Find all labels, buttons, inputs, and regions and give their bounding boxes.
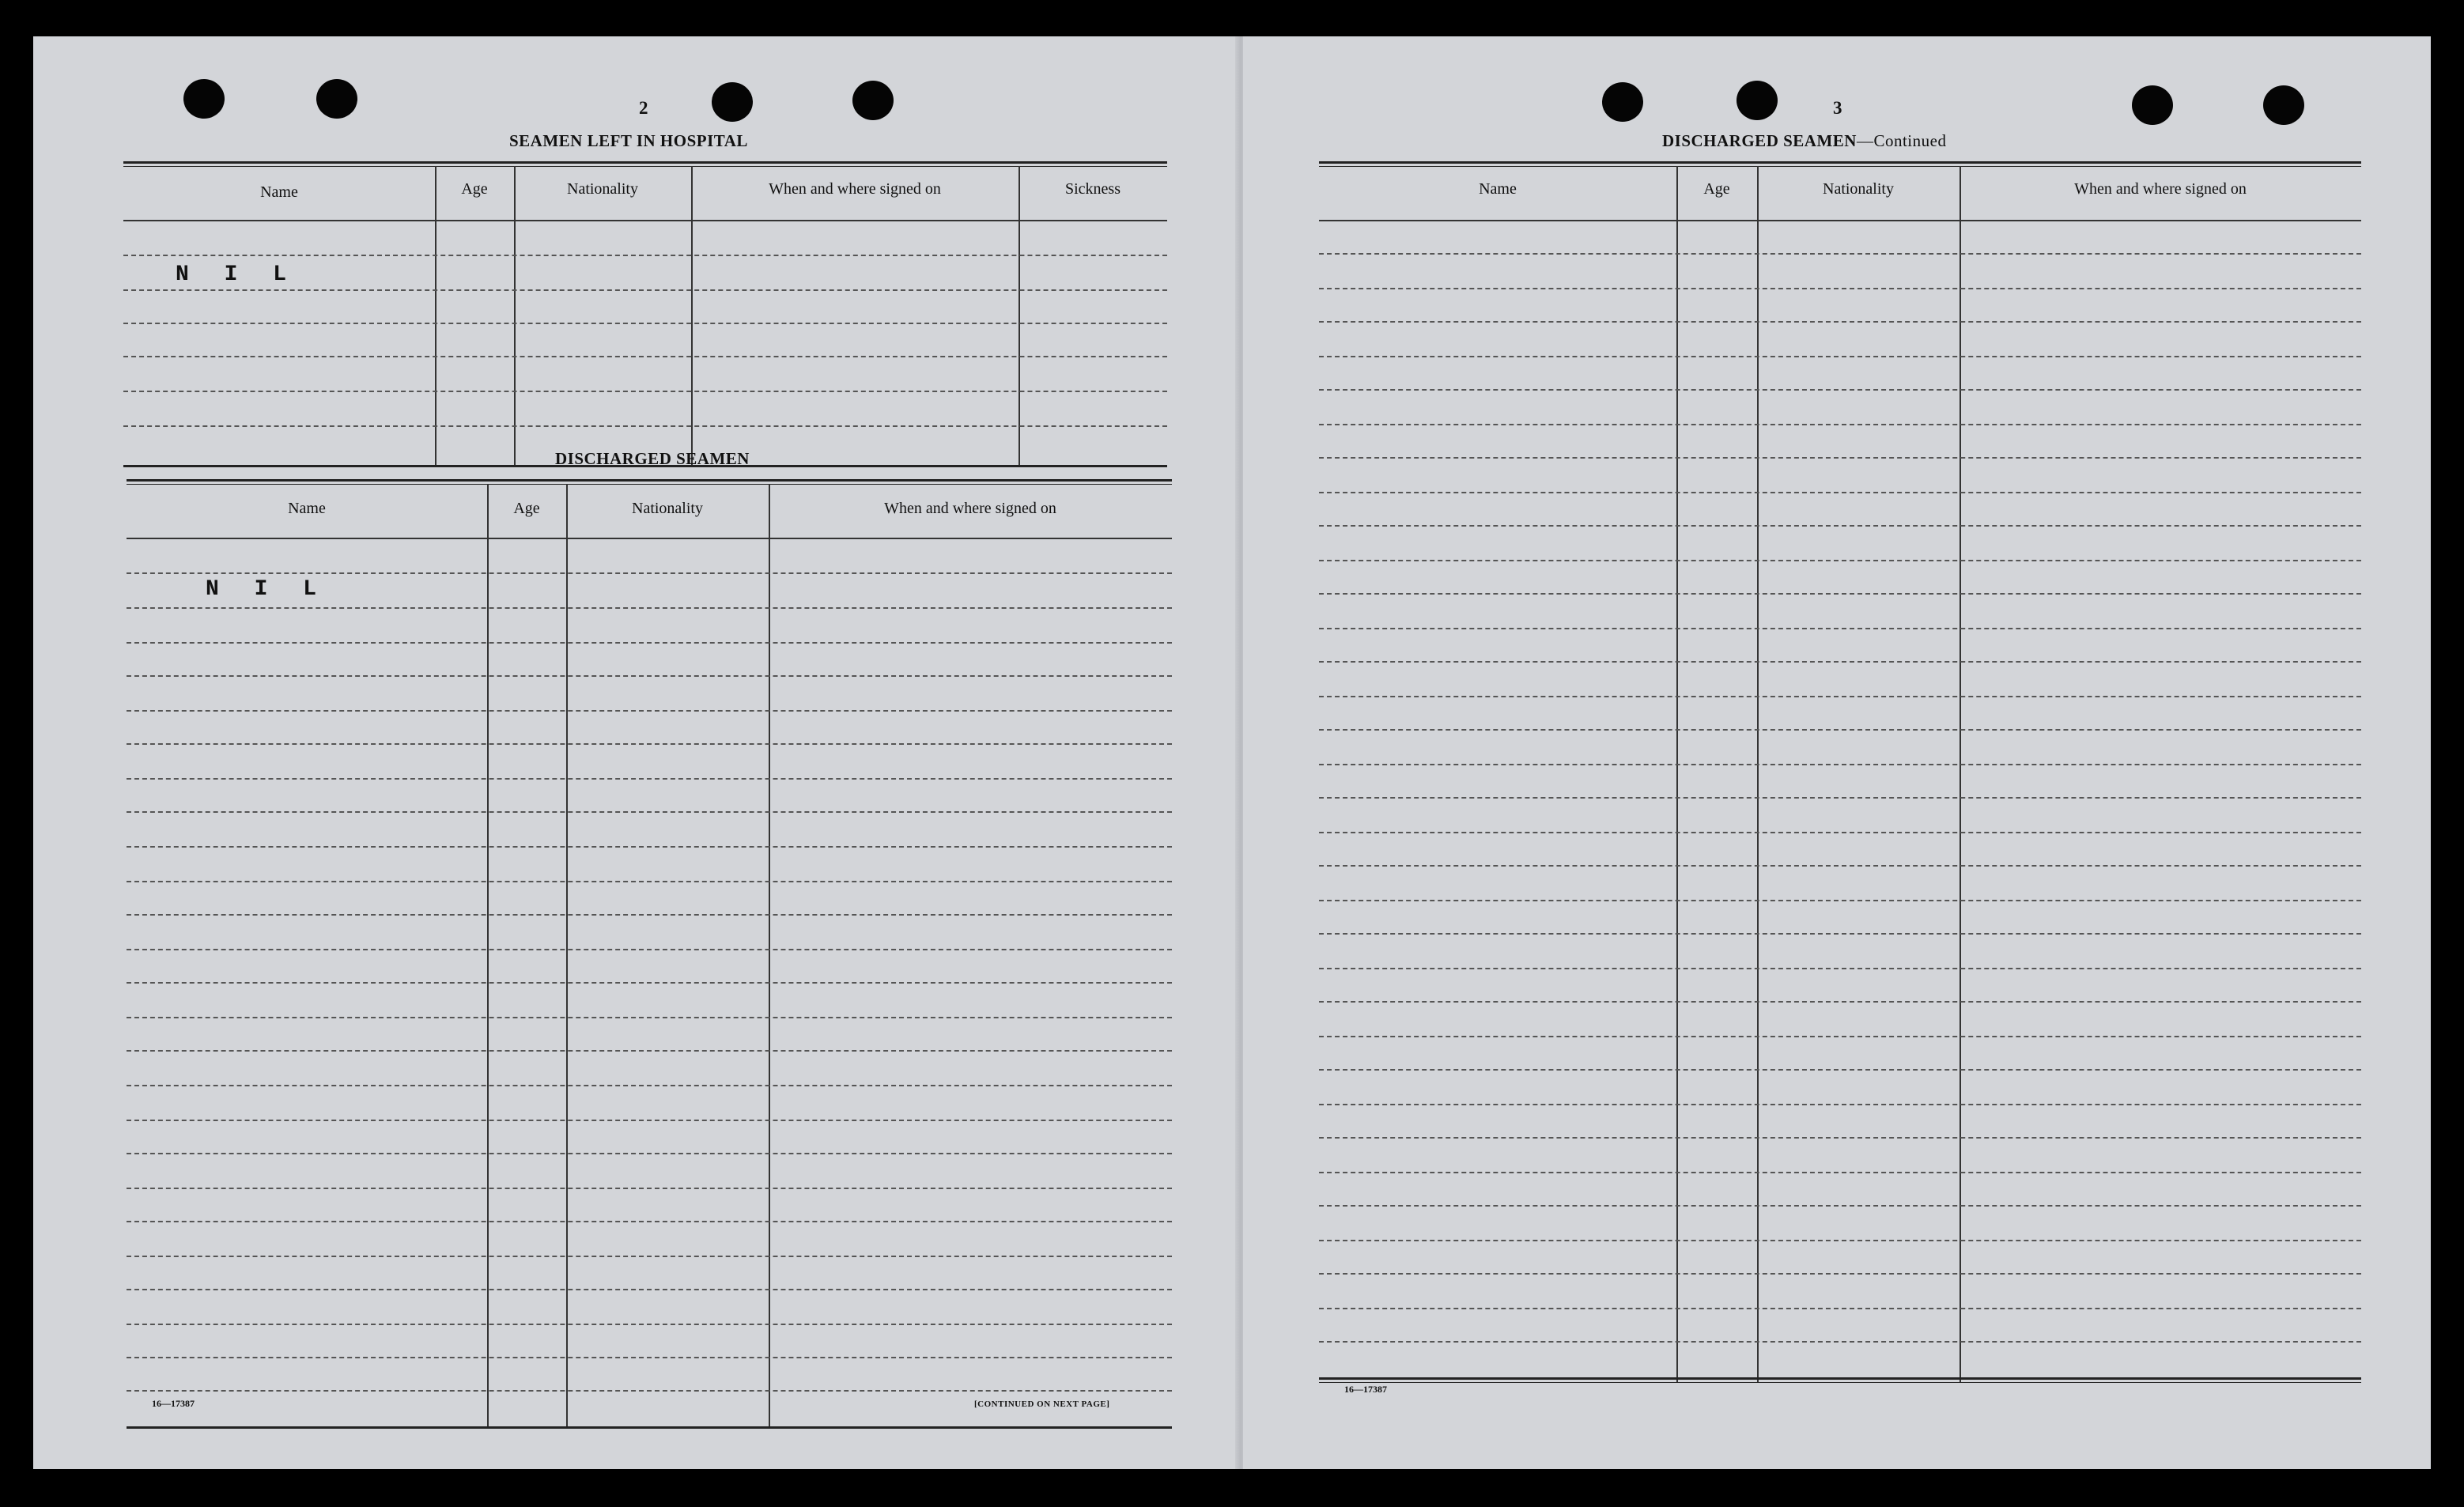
binder-hole (1602, 82, 1643, 122)
discharged-table (127, 479, 1172, 1433)
column-header-signed-on: When and where signed on (769, 180, 941, 198)
hospital-table (123, 161, 1167, 470)
left-page (33, 36, 1243, 1469)
binder-hole (316, 79, 357, 119)
column-header-age: Age (461, 180, 488, 198)
column-header-signed-on: When and where signed on (2074, 180, 2247, 198)
column-header-signed-on: When and where signed on (884, 500, 1056, 517)
discharged-continued-title: DISCHARGED SEAMEN—Continued (1662, 131, 1947, 150)
binder-hole (183, 79, 225, 119)
binder-hole (1737, 81, 1778, 120)
binder-hole (2132, 85, 2173, 125)
page-number: 2 (639, 98, 648, 118)
footer-continued-note: [CONTINUED ON NEXT PAGE] (974, 1399, 1110, 1409)
column-header-age: Age (1703, 180, 1730, 198)
column-header-nationality: Nationality (567, 180, 638, 198)
column-header-nationality: Nationality (632, 500, 703, 517)
discharged-section-title: DISCHARGED SEAMEN (555, 449, 750, 468)
hospital-section-title: SEAMEN LEFT IN HOSPITAL (509, 131, 748, 150)
binder-hole (2263, 85, 2304, 125)
column-header-age: Age (513, 500, 540, 517)
column-header-nationality: Nationality (1823, 180, 1894, 198)
discharged-entry-nil: N I L (206, 577, 328, 602)
column-header-name: Name (1479, 180, 1517, 198)
right-page (1243, 36, 2431, 1469)
column-header-name: Name (288, 500, 326, 517)
binder-hole (712, 82, 753, 122)
column-header-name: Name (260, 183, 298, 201)
column-header-sickness: Sickness (1065, 180, 1121, 198)
discharged-continued-table (1319, 161, 2361, 1388)
form-code: 16—17387 (1344, 1384, 1387, 1395)
binder-hole (852, 81, 894, 120)
hospital-entry-nil: N I L (176, 262, 298, 287)
page-number: 3 (1833, 98, 1842, 118)
form-code: 16—17387 (152, 1398, 195, 1409)
